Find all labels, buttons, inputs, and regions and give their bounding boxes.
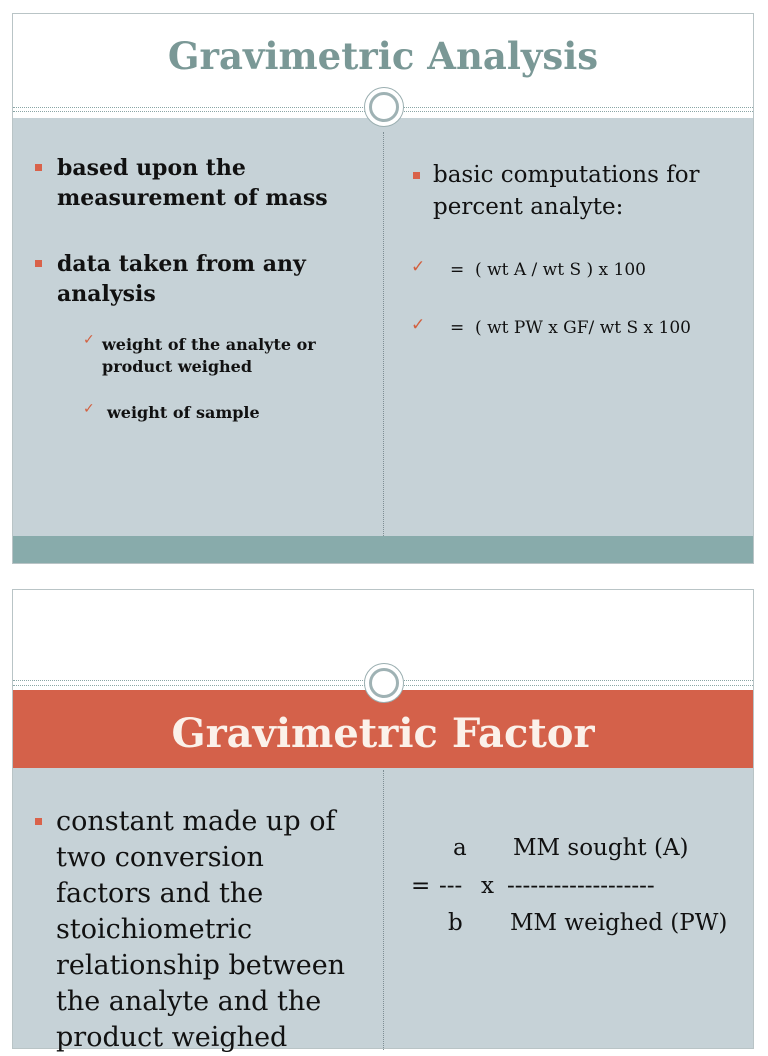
bullet-icon [35, 164, 42, 171]
slide-gravimetric-analysis [12, 13, 754, 564]
sub-item-text: weight of the analyte or product weighed [102, 335, 316, 376]
checkmark-icon: ✓ [83, 332, 95, 348]
formula-percent-analyte: = ( wt A / wt S ) x 100 [450, 260, 646, 280]
molar-mass-fraction-bar: ------------------- [507, 873, 655, 899]
checkmark-icon: ✓ [83, 401, 95, 417]
slide-gravimetric-factor [12, 589, 754, 1053]
bullet-icon [413, 172, 420, 179]
checkmark-icon: ✓ [411, 315, 426, 335]
checkmark-icon: ✓ [411, 257, 426, 277]
bullet-text: data taken from any analysis [57, 251, 306, 307]
numerator-coefficient: a [453, 835, 467, 861]
ring-ornament-icon [364, 87, 404, 127]
bullet-icon [35, 818, 42, 825]
sub-item-text: weight of sample [107, 403, 260, 422]
footer-bar [13, 536, 753, 563]
bullet-icon [35, 260, 42, 267]
column-divider [383, 770, 384, 1050]
slide-title: Gravimetric Factor [171, 710, 595, 757]
numerator-molar-mass: MM sought (A) [513, 835, 689, 861]
column-divider [383, 132, 384, 536]
slide-title: Gravimetric Analysis [167, 34, 599, 78]
bullet-text: constant made up of two conversion factors and the stoichiometric relationship between the analyte and the product weighed [56, 806, 346, 1053]
formula-percent-analyte-gf: = ( wt PW x GF/ wt S x 100 [450, 318, 691, 338]
denominator-coefficient: b [448, 910, 463, 936]
denominator-molar-mass: MM weighed (PW) [510, 910, 728, 936]
times-sign: x [481, 873, 494, 899]
bullet-text: basic computations for percent analyte: [433, 162, 700, 220]
ring-ornament-icon [364, 663, 404, 703]
coefficient-fraction-bar: --- [439, 873, 463, 899]
equals-sign: = [411, 873, 431, 899]
bullet-text: based upon the measurement of mass [57, 155, 328, 211]
